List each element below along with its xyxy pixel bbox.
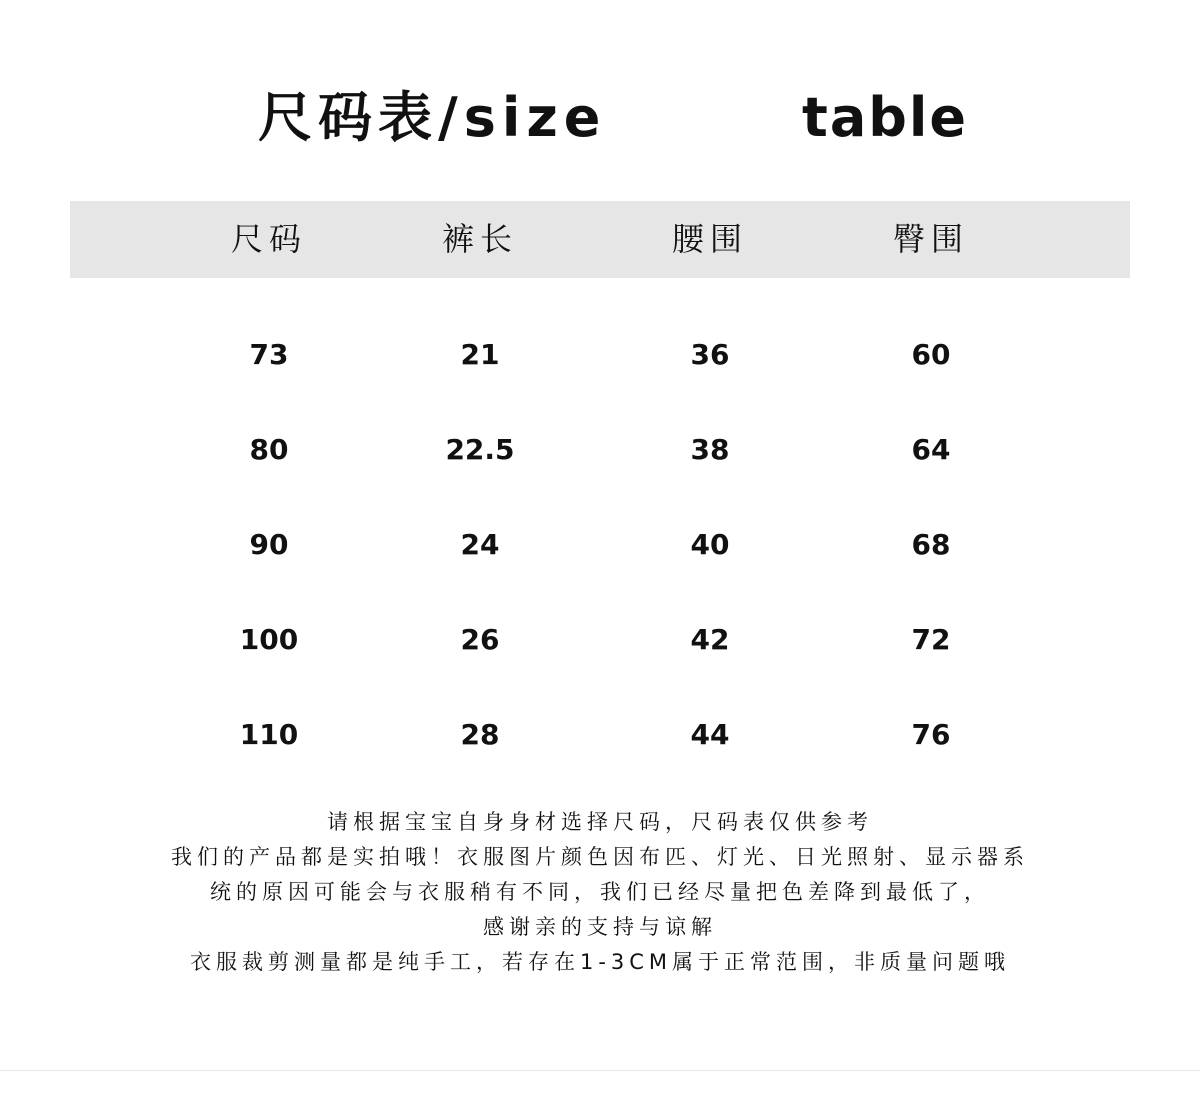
note-line: 请根据宝宝自身身材选择尺码，尺码表仅供参考 <box>327 810 873 834</box>
cell-hip: 76 <box>911 718 951 751</box>
cell-hip: 68 <box>911 528 951 561</box>
note-line: 我们的产品都是实拍哦！衣服图片颜色因布匹、灯光、日光照射、显示器系 <box>171 845 1029 869</box>
bottom-divider <box>0 1070 1200 1071</box>
note-line: 衣服裁剪测量都是纯手工，若存在1-3CM属于正常范围，非质量问题哦 <box>189 950 1011 974</box>
page-title <box>0 78 1200 158</box>
table-row <box>0 610 1200 670</box>
header-waist: 腰围 <box>671 220 748 258</box>
cell-waist: 40 <box>690 528 730 561</box>
cell-hip: 72 <box>911 623 951 656</box>
cell-pants-length: 26 <box>460 623 500 656</box>
title-suffix: table <box>802 86 969 149</box>
size-notes <box>60 805 1140 980</box>
cell-waist: 42 <box>690 623 730 656</box>
table-row <box>0 515 1200 575</box>
header-size: 尺码 <box>230 220 307 258</box>
cell-hip: 64 <box>911 433 951 466</box>
table-header <box>70 201 1130 278</box>
cell-size: 110 <box>239 718 299 751</box>
header-hip: 臀围 <box>892 220 969 258</box>
note-line: 感谢亲的支持与谅解 <box>483 915 717 939</box>
table-row <box>0 325 1200 385</box>
cell-pants-length: 28 <box>460 718 500 751</box>
header-pants-length: 裤长 <box>441 220 518 258</box>
cell-pants-length: 22.5 <box>445 433 515 466</box>
cell-size: 100 <box>239 623 299 656</box>
cell-waist: 36 <box>690 338 730 371</box>
title-main: 尺码表/size <box>258 86 607 149</box>
cell-pants-length: 21 <box>460 338 500 371</box>
cell-size: 80 <box>249 433 289 466</box>
table-row <box>0 420 1200 480</box>
cell-hip: 60 <box>911 338 951 371</box>
cell-size: 73 <box>249 338 289 371</box>
cell-waist: 38 <box>690 433 730 466</box>
cell-waist: 44 <box>690 718 730 751</box>
cell-pants-length: 24 <box>460 528 500 561</box>
cell-size: 90 <box>249 528 289 561</box>
table-row <box>0 705 1200 765</box>
note-line: 统的原因可能会与衣服稍有不同，我们已经尽量把色差降到最低了， <box>210 880 990 904</box>
